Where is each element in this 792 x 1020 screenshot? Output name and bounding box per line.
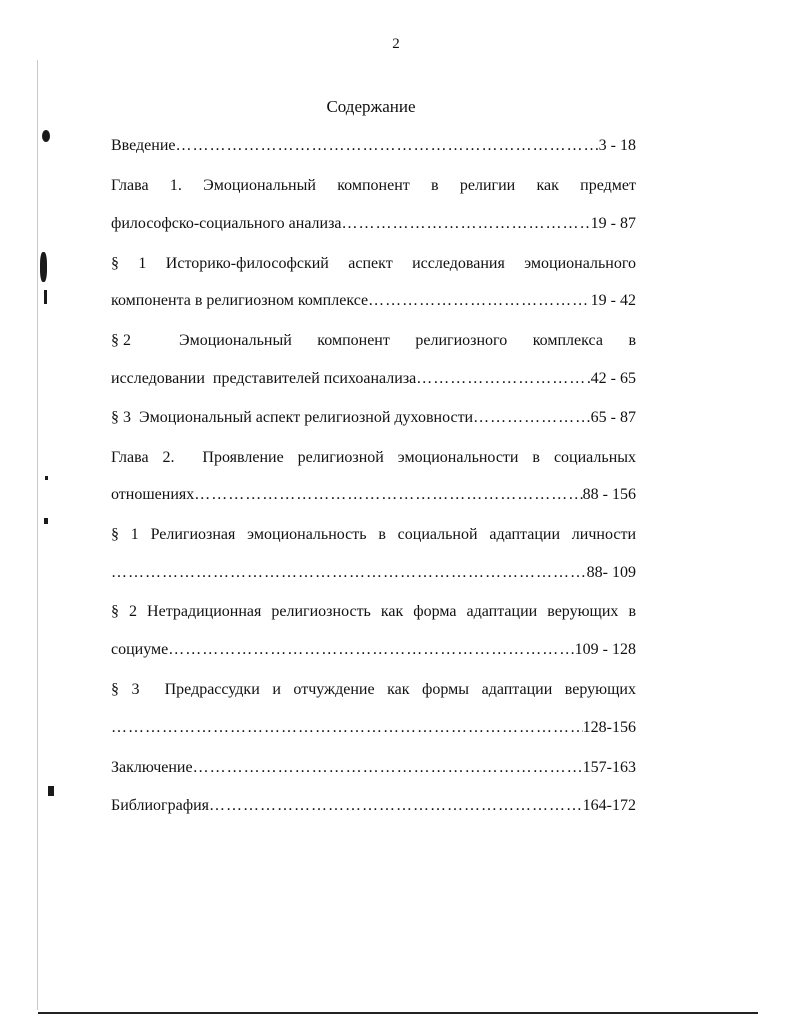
page-number: 2 (392, 36, 400, 52)
toc-entry-section-1-1-cont (111, 291, 636, 311)
toc-entry-chapter-1: Глава 1. Эмоциональный компонент в религии как предмет (111, 177, 636, 194)
toc-entry-section-2-3-cont (111, 718, 636, 738)
toc-entry-pages: 164-172 (582, 797, 636, 814)
scan-speck (40, 252, 47, 282)
toc-leader-dots (209, 796, 583, 816)
toc-entry-pages: 88 - 156 (582, 486, 636, 503)
toc-entry-section-2-3: § 3 Предрассудки и отчуждение как формы адаптации верующих (111, 681, 636, 698)
toc-entry-pages: 65 - 87 (590, 409, 636, 426)
toc-entry-pages: 157-163 (582, 759, 636, 776)
toc-entry-label: Эмоциональный компонент религиозного комплекса в (179, 332, 636, 349)
toc-entry-pages: 19 - 42 (590, 292, 636, 309)
toc-leader-dots (111, 563, 587, 583)
scan-speck (48, 786, 54, 796)
scan-speck (42, 130, 50, 142)
toc-entry-section-2-2-cont (111, 640, 636, 660)
toc-leader-dots (416, 369, 590, 389)
toc-leader-dots (473, 408, 591, 428)
toc-leader-dots (168, 640, 574, 660)
section-sign: § 2 (111, 332, 131, 349)
toc-entry-label: Библиография (111, 797, 209, 814)
toc-leader-dots (176, 136, 599, 156)
toc-entry-label: компонента в религиозном комплексе (111, 292, 369, 309)
toc-entry-label: отношениях (111, 486, 195, 503)
scan-speck (44, 518, 48, 524)
toc-entry-label: Введение (111, 137, 176, 154)
toc-entry-pages: 128-156 (582, 719, 636, 736)
toc-entry-section-1-2-cont (111, 369, 636, 389)
toc-entry-chapter-1-cont (111, 214, 636, 234)
toc-entry-label: социуме (111, 641, 169, 658)
toc-entry-introduction (111, 136, 636, 156)
toc-entry-chapter-2-cont (111, 485, 636, 505)
toc-leader-dots (111, 718, 583, 738)
toc-entry-label: § 3 Эмоциональный аспект религиозной духовности (111, 409, 474, 426)
toc-entry-section-1-1: § 1 Историко-философский аспект исследования эмоционального (111, 255, 636, 272)
scan-bottom-edge (38, 1012, 758, 1014)
scan-speck (45, 476, 48, 480)
toc-entry-section-2-1-cont (111, 563, 636, 583)
toc-entry-section-2-1: § 1 Религиозная эмоциональность в социальной адаптации личности (111, 526, 636, 543)
toc-leader-dots (194, 485, 582, 505)
toc-entry-pages: 19 - 87 (590, 215, 636, 232)
toc-entry-label: философско-социального анализа (111, 215, 342, 232)
scan-speck (44, 290, 47, 304)
scan-margin-line (37, 60, 38, 1010)
toc-entry-pages: 42 - 65 (590, 370, 636, 387)
toc-entry-section-1-3 (111, 408, 636, 428)
toc-entry-chapter-2: Глава 2. Проявление религиозной эмоциональности в социальных (111, 449, 636, 466)
toc-entry-label: Заключение (111, 759, 193, 776)
toc-entry-section-1-2 (111, 331, 636, 351)
toc-entry-bibliography (111, 796, 636, 816)
toc-entry-pages: 3 - 18 (598, 137, 636, 154)
toc-title: Содержание (326, 97, 416, 116)
toc-entry-section-2-2: § 2 Нетрадиционная религиозность как форма адаптации верующих в (111, 603, 636, 620)
toc-entry-conclusion (111, 758, 636, 778)
toc-entry-label: исследовании представителей психоанализа (111, 370, 417, 387)
toc-leader-dots (368, 291, 591, 311)
toc-leader-dots (342, 214, 591, 234)
toc-entry-pages: 88- 109 (586, 564, 636, 581)
toc-leader-dots (193, 758, 583, 778)
toc-entry-pages: 109 - 128 (574, 641, 636, 658)
